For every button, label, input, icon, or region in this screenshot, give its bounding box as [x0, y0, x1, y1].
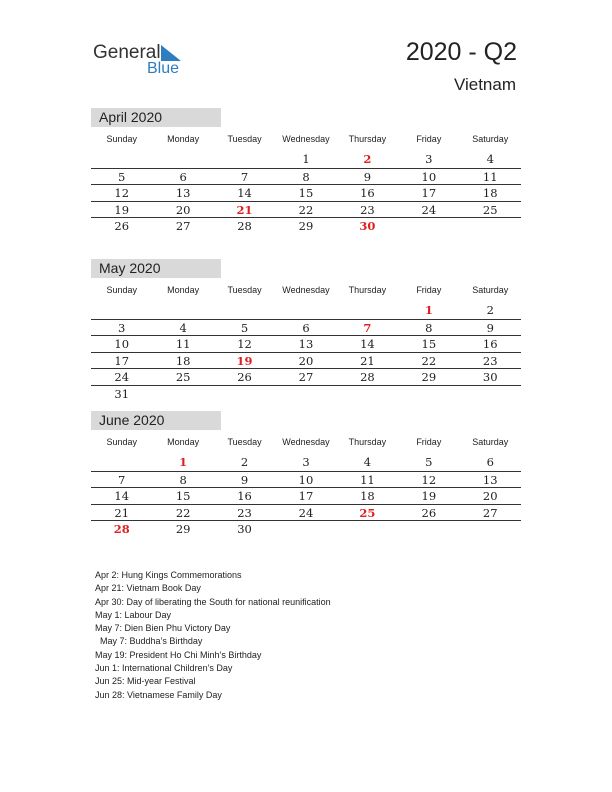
day-cell: [460, 386, 521, 402]
day-cell: [91, 151, 152, 168]
day-cell: 26: [237, 370, 252, 384]
day-cell: 4: [179, 320, 187, 335]
holiday-item: May 7: Dien Bien Phu Victory Day: [95, 623, 231, 634]
weekday-label: Sunday: [106, 134, 137, 144]
week-row: [91, 454, 521, 471]
weekday-label: Thursday: [348, 134, 387, 144]
day-cell: 18: [360, 489, 375, 503]
day-cell: 2: [363, 152, 372, 166]
weekday-label: Monday: [167, 134, 200, 144]
month-header: June 2020: [91, 411, 221, 430]
day-cell: 19: [236, 353, 253, 368]
day-cell: 19: [114, 202, 130, 217]
weekday-label: Sunday: [106, 285, 137, 295]
weekday-label: Tuesday: [227, 134, 262, 144]
day-cell: [275, 521, 336, 537]
day-cell: 24: [114, 370, 130, 384]
day-cell: 24: [298, 505, 314, 520]
day-cell: 13: [482, 472, 498, 487]
weekday-label: Saturday: [472, 134, 509, 144]
day-cell: [214, 386, 275, 402]
weekday-label: Sunday: [106, 437, 137, 447]
page-title: 2020 - Q2: [405, 38, 517, 66]
day-cell: 8: [425, 320, 433, 335]
month-header: April 2020: [91, 108, 221, 127]
day-cell: 3: [302, 455, 310, 469]
day-cell: 14: [360, 337, 375, 351]
day-cell: [398, 521, 459, 537]
day-cell: 7: [118, 472, 126, 487]
day-cell: 4: [486, 152, 494, 166]
day-cell: 27: [482, 505, 498, 520]
day-cell: [337, 302, 398, 319]
day-cell: [275, 302, 336, 319]
holiday-item: Apr 21: Vietnam Book Day: [95, 583, 201, 594]
week-row: [91, 385, 521, 402]
day-cell: 27: [175, 219, 191, 233]
day-cell: 17: [114, 353, 130, 368]
day-cell: 9: [486, 320, 494, 335]
week-row: [91, 184, 521, 201]
day-cell: 18: [175, 353, 191, 368]
day-cell: 6: [486, 455, 494, 469]
weekday-label: Friday: [416, 134, 442, 144]
day-cell: 21: [114, 505, 130, 520]
day-cell: [398, 386, 459, 402]
holiday-item: Jun 25: Mid-year Festival: [95, 676, 196, 687]
day-cell: 2: [486, 303, 494, 317]
day-cell: 21: [360, 353, 375, 368]
day-cell: 17: [421, 186, 437, 200]
day-cell: 8: [179, 472, 187, 487]
day-cell: 5: [425, 455, 433, 469]
weekday-label: Saturday: [472, 437, 509, 447]
weekday-header: [91, 278, 521, 302]
day-cell: 31: [114, 386, 130, 401]
month-may: [91, 259, 521, 401]
week-row: [91, 368, 521, 385]
day-cell: 10: [114, 337, 130, 351]
week-row: [91, 504, 521, 521]
day-cell: [91, 454, 152, 471]
day-cell: 3: [118, 320, 126, 335]
day-cell: 11: [175, 337, 191, 351]
day-cell: 13: [298, 337, 314, 351]
day-cell: 25: [359, 505, 376, 520]
day-cell: 23: [237, 505, 252, 520]
holiday-item: Apr 2: Hung Kings Commemorations: [95, 570, 242, 580]
day-cell: 25: [482, 202, 498, 217]
day-cell: 26: [114, 219, 130, 233]
week-row: [91, 217, 521, 234]
day-cell: 1: [424, 303, 433, 317]
day-cell: 29: [298, 219, 314, 233]
day-cell: 6: [179, 169, 187, 184]
day-cell: 15: [175, 489, 191, 503]
weekday-header: [91, 127, 521, 151]
day-cell: 14: [237, 186, 252, 200]
day-cell: 30: [482, 370, 498, 384]
month-header: May 2020: [91, 259, 221, 278]
day-cell: [460, 521, 521, 537]
week-row: [91, 520, 521, 537]
day-cell: 15: [421, 337, 437, 351]
weekday-label: Wednesday: [282, 134, 330, 144]
day-cell: 20: [482, 489, 498, 503]
day-cell: [337, 521, 398, 537]
month-june: [91, 411, 521, 537]
weekday-label: Monday: [167, 437, 200, 447]
weekday-label: Thursday: [348, 285, 387, 295]
weekday-label: Friday: [416, 285, 442, 295]
day-cell: 28: [360, 370, 375, 384]
weekday-label: Tuesday: [227, 285, 262, 295]
day-cell: [214, 302, 275, 319]
country-name: Vietnam: [453, 75, 516, 94]
day-cell: 22: [175, 505, 191, 520]
day-cell: 16: [482, 337, 498, 351]
day-cell: 1: [302, 152, 310, 166]
day-cell: 12: [421, 472, 437, 487]
week-row: [91, 319, 521, 336]
day-cell: 28: [237, 219, 252, 233]
day-cell: 5: [240, 320, 249, 335]
week-row: [91, 302, 521, 319]
day-cell: 4: [363, 455, 372, 469]
holiday-item: May 1: Labour Day: [95, 609, 172, 620]
weekday-label: Friday: [416, 437, 442, 447]
day-cell: 19: [421, 489, 437, 503]
day-cell: [337, 386, 398, 402]
day-cell: 16: [237, 489, 252, 503]
month-weeks: [91, 454, 521, 537]
day-cell: 3: [425, 152, 433, 166]
day-cell: [91, 302, 152, 319]
day-cell: [398, 218, 459, 234]
day-cell: 7: [240, 169, 249, 184]
day-cell: 13: [175, 186, 191, 200]
day-cell: 11: [360, 472, 375, 487]
logo: [93, 42, 193, 78]
day-cell: 9: [240, 472, 249, 487]
holiday-item: Apr 30: Day of liberating the South for national reunification: [95, 596, 331, 607]
weekday-label: Saturday: [472, 285, 509, 295]
day-cell: [152, 151, 213, 168]
day-cell: 20: [175, 202, 191, 217]
holiday-list: [95, 569, 331, 702]
holiday-item: May 19: President Ho Chi Minh’s Birthday: [95, 649, 262, 660]
day-cell: 5: [118, 169, 126, 184]
day-cell: 25: [175, 370, 191, 384]
day-cell: 21: [236, 202, 253, 217]
day-cell: 1: [179, 455, 188, 469]
weekday-label: Wednesday: [282, 437, 330, 447]
holiday-item: May 7: Buddha’s Birthday: [95, 636, 203, 647]
day-cell: 7: [363, 320, 372, 335]
day-cell: 24: [421, 202, 437, 217]
weekday-label: Monday: [167, 285, 200, 295]
day-cell: 28: [113, 522, 130, 536]
month-weeks: [91, 151, 521, 234]
day-cell: 2: [240, 455, 249, 469]
day-cell: 29: [175, 522, 191, 536]
day-cell: 29: [421, 370, 437, 384]
weekday-label: Thursday: [348, 437, 387, 447]
day-cell: 17: [298, 489, 314, 503]
weekday-label: Wednesday: [282, 285, 330, 295]
week-row: [91, 335, 521, 352]
day-cell: 27: [298, 370, 314, 384]
day-cell: [152, 302, 213, 319]
day-cell: 10: [421, 169, 437, 184]
day-cell: 22: [421, 353, 437, 368]
day-cell: 12: [114, 186, 130, 200]
day-cell: 30: [237, 522, 252, 536]
logo-general-text: General: [93, 42, 161, 63]
logo-blue-text: Blue: [147, 60, 180, 77]
day-cell: 16: [360, 186, 375, 200]
day-cell: [275, 386, 336, 402]
day-cell: 22: [298, 202, 314, 217]
week-row: [91, 201, 521, 218]
logo-triangle-icon: [161, 45, 181, 61]
day-cell: 10: [298, 472, 314, 487]
day-cell: 15: [298, 186, 314, 200]
day-cell: 8: [302, 169, 310, 184]
day-cell: 26: [421, 505, 437, 520]
day-cell: 12: [237, 337, 252, 351]
month-april: [91, 108, 521, 234]
week-row: [91, 151, 521, 168]
day-cell: [214, 151, 275, 168]
month-weeks: [91, 302, 521, 401]
holiday-item: Jun 1: International Children’s Day: [95, 663, 233, 674]
weekday-label: Tuesday: [227, 437, 262, 447]
weekday-header: [91, 430, 521, 454]
week-row: [91, 487, 521, 504]
day-cell: 14: [114, 489, 130, 503]
day-cell: [152, 386, 213, 402]
day-cell: 23: [360, 202, 375, 217]
day-cell: 6: [302, 320, 310, 335]
day-cell: 11: [482, 169, 498, 184]
week-row: [91, 471, 521, 488]
day-cell: 9: [363, 169, 372, 184]
day-cell: 30: [359, 219, 376, 233]
week-row: [91, 352, 521, 369]
day-cell: [460, 218, 521, 234]
week-row: [91, 168, 521, 185]
day-cell: 23: [482, 353, 498, 368]
day-cell: 20: [298, 353, 314, 368]
day-cell: 18: [482, 186, 498, 200]
holiday-item: Jun 28: Vietnamese Family Day: [95, 689, 222, 700]
